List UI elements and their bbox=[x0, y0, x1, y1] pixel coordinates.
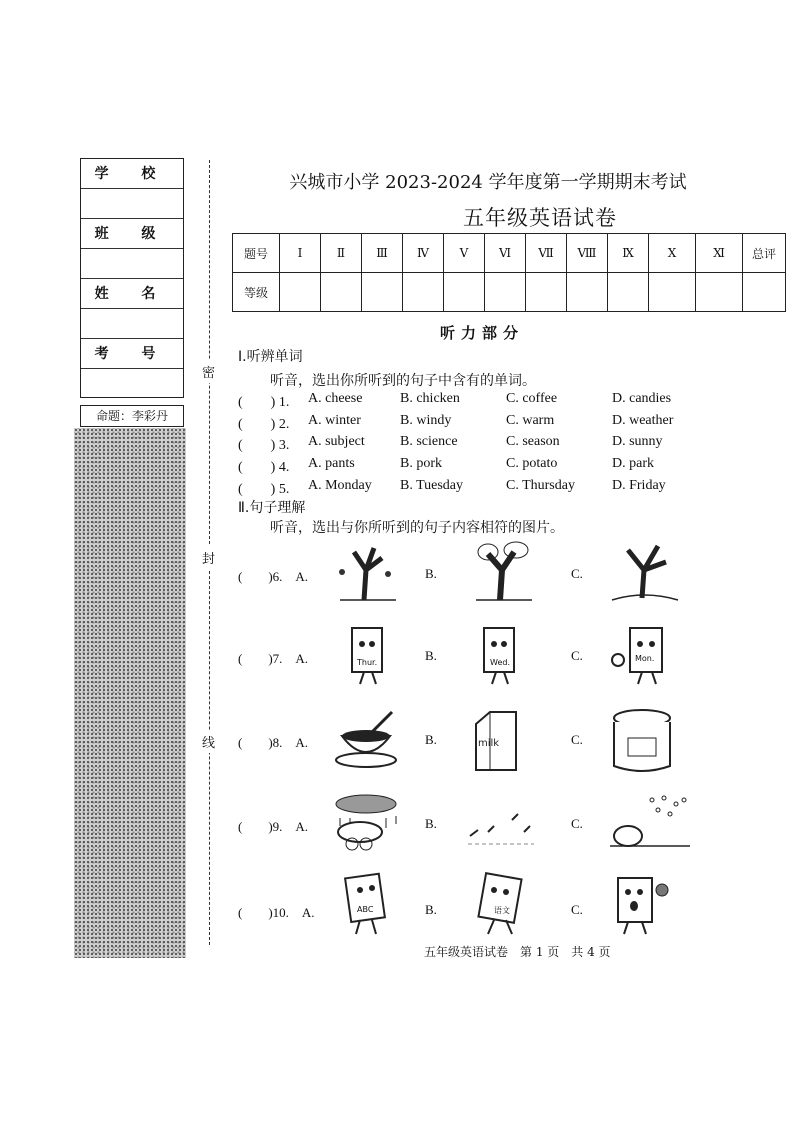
question-number[interactable]: ( ) 5. bbox=[238, 482, 290, 497]
grade-cell[interactable] bbox=[608, 273, 649, 312]
option-c: C. warm bbox=[506, 413, 555, 428]
calendar-day-label: Wed. bbox=[490, 658, 510, 667]
grade-cell[interactable] bbox=[526, 273, 567, 312]
seal-char-feng: 封 bbox=[202, 546, 215, 569]
question-row bbox=[238, 413, 688, 434]
score-header-cell: Ⅱ bbox=[321, 234, 362, 273]
option-c: C. Thursday bbox=[506, 478, 575, 493]
option-a: A. cheese bbox=[308, 391, 363, 406]
score-header-cell: Ⅺ bbox=[696, 234, 743, 273]
tree-bare-icon bbox=[330, 540, 404, 604]
calendar-thursday-icon bbox=[334, 624, 404, 686]
option-b: B. windy bbox=[400, 413, 452, 428]
option-b: B. science bbox=[400, 434, 458, 449]
option-d: D. Friday bbox=[612, 478, 666, 493]
option-c-label: C. bbox=[571, 566, 583, 581]
section1-title: Ⅰ.听辨单词 bbox=[238, 349, 303, 365]
question-number[interactable]: ( ) 1. bbox=[238, 395, 290, 410]
question-row bbox=[238, 478, 688, 499]
wind-leaves-icon bbox=[464, 792, 538, 856]
score-header-cell: Ⅳ bbox=[403, 234, 444, 273]
seal-char-mi: 密 bbox=[202, 360, 215, 383]
svg-text:milk: milk bbox=[478, 738, 500, 749]
option-b: B. chicken bbox=[400, 391, 460, 406]
page-footer: 五年级英语试卷 第 1 页 共 4 页 bbox=[424, 945, 611, 959]
question-number[interactable]: ( ) 2. bbox=[238, 417, 290, 432]
coffee-cup-icon bbox=[332, 708, 404, 770]
option-a: A. winter bbox=[308, 413, 361, 428]
calendar-wednesday-icon bbox=[466, 624, 536, 686]
question-row bbox=[238, 456, 688, 477]
question-number[interactable]: ( )9. A. bbox=[238, 819, 309, 834]
question-number[interactable]: ( )6. A. bbox=[238, 569, 309, 584]
option-c: C. potato bbox=[506, 456, 558, 471]
score-table bbox=[232, 233, 786, 312]
grade-cell[interactable] bbox=[362, 273, 403, 312]
option-d: D. sunny bbox=[612, 434, 663, 449]
option-b-label: B. bbox=[425, 902, 437, 917]
option-d: D. candies bbox=[612, 391, 672, 406]
score-header-cell: Ⅲ bbox=[362, 234, 403, 273]
option-c-label: C. bbox=[571, 816, 583, 831]
option-d: D. weather bbox=[612, 413, 674, 428]
grade-cell[interactable] bbox=[696, 273, 743, 312]
student-info-box bbox=[80, 158, 184, 398]
picture-question-10 bbox=[238, 872, 708, 952]
score-header-cell: Ⅴ bbox=[444, 234, 485, 273]
grade-cell[interactable] bbox=[649, 273, 696, 312]
score-header-cell: Ⅹ bbox=[649, 234, 696, 273]
book-label: ABC bbox=[357, 905, 374, 914]
option-c-label: C. bbox=[571, 732, 583, 747]
book-label: 语文 bbox=[494, 906, 510, 915]
number-field[interactable] bbox=[81, 369, 183, 399]
option-a: A. subject bbox=[308, 434, 365, 449]
section1-instruction: 听音，选出你所听到的句子中含有的单词。 bbox=[270, 373, 536, 389]
listening-section-title: 听力部分 bbox=[440, 324, 525, 342]
option-d: D. park bbox=[612, 456, 654, 471]
option-a: A. Monday bbox=[308, 478, 372, 493]
option-b: B. Tuesday bbox=[400, 478, 464, 493]
calendar-day-label: Mon. bbox=[635, 654, 655, 663]
school-label: 学 校 bbox=[81, 159, 183, 189]
grade-cell[interactable] bbox=[403, 273, 444, 312]
question-number[interactable]: ( ) 4. bbox=[238, 460, 290, 475]
question-number[interactable]: ( ) 3. bbox=[238, 438, 290, 453]
exam-subtitle: 五年级英语试卷 bbox=[463, 206, 617, 230]
milk-carton-icon bbox=[468, 708, 524, 774]
score-header-row bbox=[233, 234, 786, 273]
question-number[interactable]: ( )7. A. bbox=[238, 651, 309, 666]
section2-title: Ⅱ.句子理解 bbox=[238, 500, 306, 516]
music-book-icon bbox=[604, 872, 684, 938]
seal-char-xian: 线 bbox=[202, 730, 215, 753]
grade-cell[interactable] bbox=[485, 273, 526, 312]
question-number[interactable]: ( )8. A. bbox=[238, 735, 309, 750]
option-c-label: C. bbox=[571, 648, 583, 663]
tree-leaves-icon bbox=[466, 540, 540, 604]
snow-icon bbox=[606, 792, 692, 856]
grade-cell[interactable] bbox=[444, 273, 485, 312]
grade-cell[interactable] bbox=[567, 273, 608, 312]
class-label: 班 级 bbox=[81, 219, 183, 249]
picture-question-8 bbox=[238, 708, 708, 788]
name-label: 姓 名 bbox=[81, 279, 183, 309]
score-grade-row bbox=[233, 273, 786, 312]
grade-cell[interactable] bbox=[280, 273, 321, 312]
picture-question-6 bbox=[238, 540, 708, 620]
question-row bbox=[238, 391, 688, 412]
score-header-cell: 题号 bbox=[233, 234, 280, 273]
calendar-day-label: Thur. bbox=[357, 658, 378, 667]
grade-cell[interactable] bbox=[321, 273, 362, 312]
name-field[interactable] bbox=[81, 309, 183, 339]
picture-question-7 bbox=[238, 624, 708, 704]
author-label: 命题：李彩丹 bbox=[80, 405, 184, 427]
option-b-label: B. bbox=[425, 648, 437, 663]
question-number[interactable]: ( )10. A. bbox=[238, 905, 315, 920]
class-field[interactable] bbox=[81, 249, 183, 279]
option-c: C. season bbox=[506, 434, 560, 449]
option-b-label: B. bbox=[425, 816, 437, 831]
score-header-cell: Ⅵ bbox=[485, 234, 526, 273]
grade-cell[interactable] bbox=[743, 273, 786, 312]
honey-jar-icon bbox=[608, 708, 678, 774]
grade-label: 等级 bbox=[233, 273, 280, 312]
option-b-label: B. bbox=[425, 566, 437, 581]
score-header-cell: 总评 bbox=[743, 234, 786, 273]
score-header-cell: Ⅸ bbox=[608, 234, 649, 273]
option-b-label: B. bbox=[425, 732, 437, 747]
decorative-pattern bbox=[74, 428, 186, 958]
number-label: 考 号 bbox=[81, 339, 183, 369]
option-c: C. coffee bbox=[506, 391, 558, 406]
school-field[interactable] bbox=[81, 189, 183, 219]
score-header-cell: Ⅶ bbox=[526, 234, 567, 273]
rain-cloud-icon bbox=[330, 792, 406, 856]
section2-instruction: 听音，选出与你所听到的句子内容相符的图片。 bbox=[270, 520, 564, 536]
option-c-label: C. bbox=[571, 902, 583, 917]
option-a: A. pants bbox=[308, 456, 355, 471]
score-header-cell: Ⅷ bbox=[567, 234, 608, 273]
question-row bbox=[238, 434, 688, 455]
option-b: B. pork bbox=[400, 456, 442, 471]
exam-title: 兴城市小学 2023-2024 学年度第一学期期末考试 bbox=[289, 172, 687, 193]
tree-winter-icon bbox=[608, 540, 682, 604]
picture-question-9 bbox=[238, 792, 708, 872]
score-header-cell: Ⅰ bbox=[280, 234, 321, 273]
